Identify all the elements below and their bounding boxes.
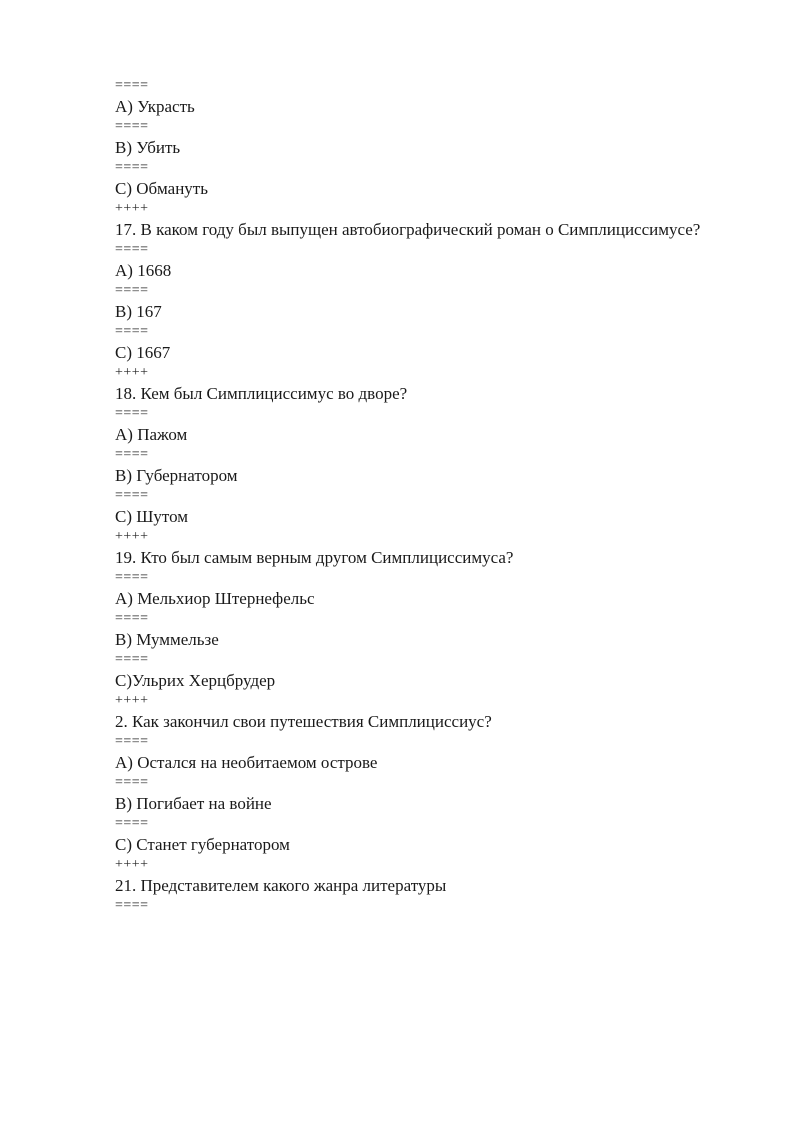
- answer-option: В) Погибает на войне: [115, 794, 272, 813]
- separator-line: ====: [115, 447, 149, 462]
- separator-line: ====: [115, 78, 149, 93]
- question-text: 17. В каком году был выпущен автобиографический роман о Симплициссимусе?: [115, 220, 701, 239]
- separator-line: ====: [115, 119, 149, 134]
- question-text: 2. Как закончил свои путешествия Симплициссиус?: [115, 712, 492, 731]
- question-separator: ++++: [115, 529, 149, 544]
- question-separator: ++++: [115, 201, 149, 216]
- separator-line: ====: [115, 775, 149, 790]
- answer-option: В) 167: [115, 302, 162, 321]
- separator-line: ====: [115, 160, 149, 175]
- answer-option: В) Губернатором: [115, 466, 238, 485]
- separator-line: ====: [115, 488, 149, 503]
- answer-option: А) Мельхиор Штернефельс: [115, 589, 315, 608]
- separator-line: ====: [115, 406, 149, 421]
- answer-option: А) 1668: [115, 261, 172, 280]
- question-text: 21. Представителем какого жанра литературы: [115, 876, 447, 895]
- separator-line: ====: [115, 570, 149, 585]
- answer-option: А) Украсть: [115, 97, 195, 116]
- answer-option: С) Шутом: [115, 507, 189, 526]
- answer-option: С) Станет губернатором: [115, 835, 290, 854]
- separator-line: ====: [115, 898, 149, 913]
- separator-line: ====: [115, 816, 149, 831]
- answer-option: А) Остался на необитаемом острове: [115, 753, 378, 772]
- answer-option: В) Муммельзе: [115, 630, 219, 649]
- question-separator: ++++: [115, 365, 149, 380]
- question-text: 19. Кто был самым верным другом Симплициссимуса?: [115, 548, 514, 567]
- separator-line: ====: [115, 652, 149, 667]
- separator-line: ====: [115, 734, 149, 749]
- answer-option: С)Ульрих Херцбрудер: [115, 671, 276, 690]
- answer-option: С) Обмануть: [115, 179, 208, 198]
- separator-line: ====: [115, 283, 149, 298]
- separator-line: ====: [115, 611, 149, 626]
- answer-option: В) Убить: [115, 138, 181, 157]
- separator-line: ====: [115, 242, 149, 257]
- answer-option: С) 1667: [115, 343, 171, 362]
- question-separator: ++++: [115, 857, 149, 872]
- answer-option: А) Пажом: [115, 425, 188, 444]
- separator-line: ====: [115, 324, 149, 339]
- question-text: 18. Кем был Симплициссимус во дворе?: [115, 384, 408, 403]
- document-page: [115, 77, 715, 915]
- question-separator: ++++: [115, 693, 149, 708]
